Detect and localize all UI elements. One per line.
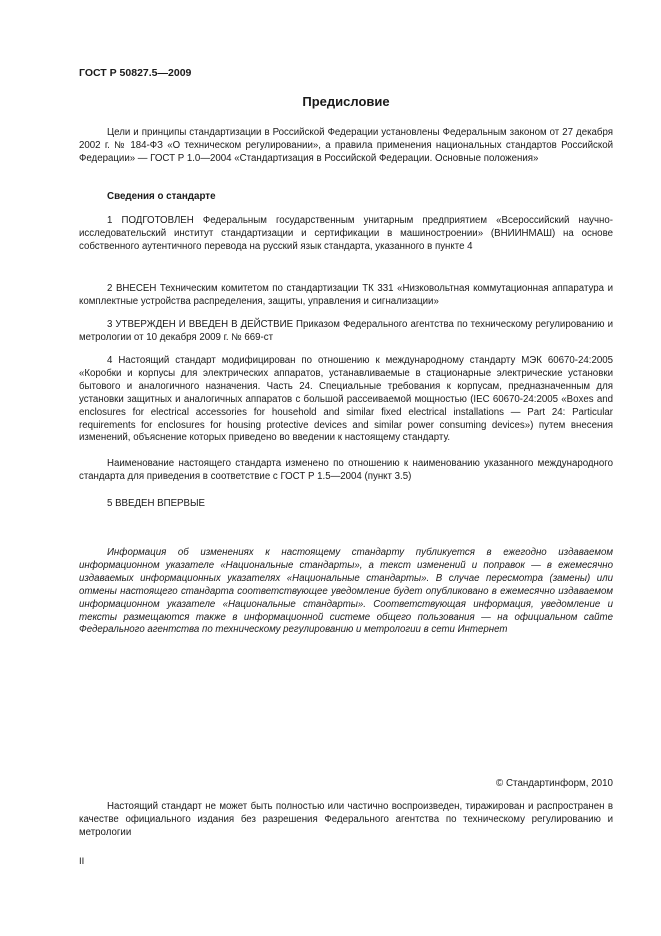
standard-code: ГОСТ Р 50827.5—2009 (79, 67, 192, 79)
reproduction-notice: Настоящий стандарт не может быть полностью или частично воспроизведен, тиражирован и распространен в качестве официального издания без разрешения Федерального агентства по техническому регулированию и метрологии (79, 801, 613, 838)
intro-paragraph: Цели и принципы стандартизации в Российской Федерации установлены Федеральным законом от 27 декабря 2002 г. № 184-ФЗ «О техническом регулировании», а правила применения национальных стандартов Российской Федерации» — ГОСТ Р 1.0—2004 «Стандартизация в Российской Федерации. Основные положения» (79, 127, 613, 164)
item-2: 2 ВНЕСЕН Техническим комитетом по стандартизации ТК 331 «Низковольтная коммутационная аппаратура и комплектные устройства распределения, защиты, управления и сигнализации» (79, 283, 613, 307)
item-5: 5 ВВЕДЕН ВПЕРВЫЕ (107, 498, 206, 509)
item-4-name-note: Наименование настоящего стандарта изменено по отношению к наименованию указанного международного стандарта для приведения в соответствие с ГОСТ Р 1.5—2004 (пункт 3.5) (79, 458, 613, 482)
section-heading: Сведения о стандарте (107, 191, 216, 202)
item-1: 1 ПОДГОТОВЛЕН Федеральным государственным унитарным предприятием «Всероссийский научно-исследовательский институт стандартизации и сертификации в машиностроении» (ВНИИНМАШ) на основе собственного аутентичного перевода на русский язык стандарта, указанного в пункте 4 (79, 215, 613, 252)
info-notice: Информация об изменениях к настоящему стандарту публикуется в ежегодно издаваемом информационном указателе «Национальные стандарты», а текст изменений и поправок — в ежемесячно издаваемых информационных указателях «Национальные стандарты». В случае пересмотра (замены) или отмены настоящего стандарта соответствующее уведомление будет опубликовано в ежемесячно издаваемом информационном указателе «Национальные стандарты». Соответствующая информация, уведомление и тексты размещаются также в информационной системе общего пользования — на официальном сайте Федерального агентства по техническому регулированию и метрологии в сети Интернет (79, 547, 613, 636)
item-4: 4 Настоящий стандарт модифицирован по отношению к международному стандарту МЭК 60670-24:2005 «Коробки и корпусы для электрических аппаратов, устанавливаемые в стационарные электрические установки бытового и аналогичного назначения. Часть 24. Специальные требования к корпусам, предназначенным для установки защитных и аналогичных аппаратов с большой рассеиваемой мощностью (IEC 60670-24:2005 «Boxes and enclosures for electrical accessories for household and similar fixed electrical installations — Part 24: Particular requirements for enclosures for housing protective devices and similar power consuming devices») путем внесения изменений, объяснение которых приведено во введении к настоящему стандарту. (79, 355, 613, 444)
item-3: 3 УТВЕРЖДЕН И ВВЕДЕН В ДЕЙСТВИЕ Приказом Федерального агентства по техническому регулированию и метрологии от 10 декабря 2009 г. № 669-ст (79, 319, 613, 343)
page-number: II (79, 856, 85, 867)
page-title: Предисловие (302, 94, 390, 109)
copyright: © Стандартинформ, 2010 (496, 778, 613, 789)
